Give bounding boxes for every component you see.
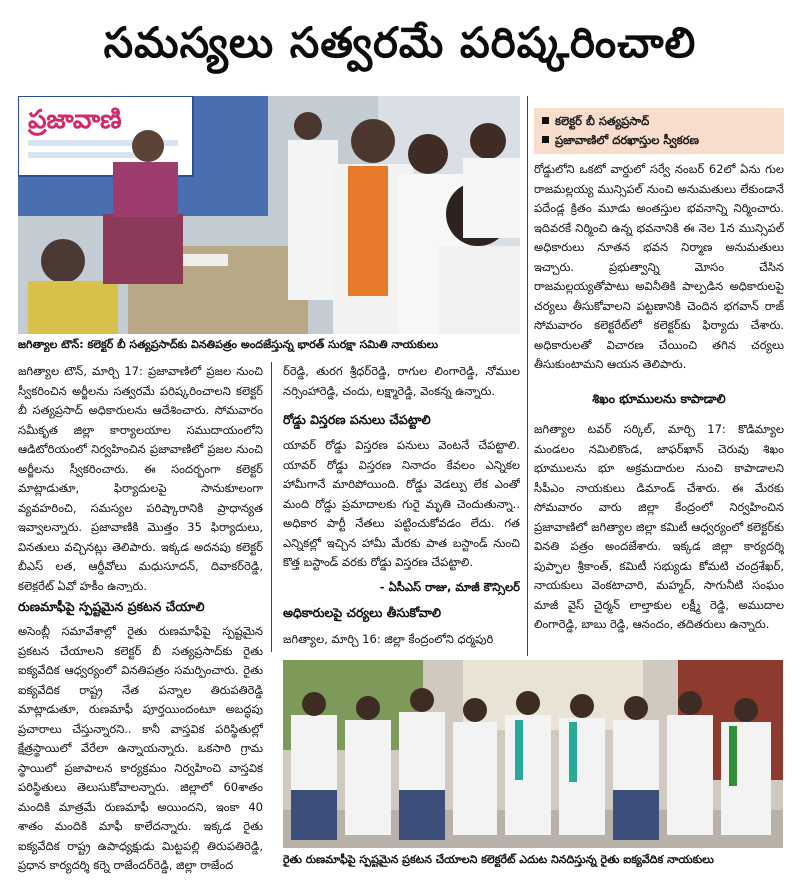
article-body-tank-lands: జగిత్యాల టవర్ సర్కిల్, మార్చి 17: కొడిమ్యాల మండలం నమిలికొండ, జాఫర్‌ఖాన్ చెరువు శిఖం భూములను భూ అక్రమదారుల నుంచి కాపాడాలని సీపీఎం నాయకులు డిమాండ్ చేశారు. ఈ మేరకు సోమవారం వారు జిల్లా కేంద్రంలో నిర్వహించిన ప్రజావాణిలో జగిత్యాల జిల్లా కమిటీ ఆధ్వర్యంలో కలెక్టర్‌కు వినతి పత్రం అందజేశారు. ఇక్కడ జిల్లా కార్యదర్శి పుప్పాల శ్రీకాంత్, కమిటీ సభ్యుడు కోమటి చంద్రశేఖర్, నాయకులు వెంకటాచారి, మహ్మద్, సాగునీటి సంఘం మాజీ వైస్ చైర్మన్ లాల్తాకుల లక్ష్మీ రెడ్డి, అముదాల లింగారెడ్డి, బాబు రెడ్డి, ఆనందం, తదితరులు ఉన్నారు. bbox=[534, 422, 784, 631]
highlight-item: ప్రజావాణిలో దరఖాస్తుల స్వీకరణ bbox=[542, 131, 776, 150]
article-body-action-on-officials: జగిత్యాల, మార్చి 16: జిల్లా కేంద్రంలోని ధర్మపురి bbox=[283, 632, 494, 646]
collector-photo-illustration bbox=[18, 96, 520, 334]
highlight-item: కలెక్టర్ బీ సత్యప్రసాద్ bbox=[542, 112, 776, 131]
bottom-photo-caption: రైతు రుణమాఫీపై స్పష్టమైన ప్రకటన చేయాలని కలెక్టరేట్ ఎదుట నినదిస్తున్న రైతు ఐక్యవేదిక నాయకులు bbox=[283, 853, 714, 866]
subhead-road-widening: రోడ్డు విస్తరణ పనులు చేపట్టాలి bbox=[283, 412, 431, 427]
farmers-protest-photo bbox=[283, 660, 783, 848]
collector-photo bbox=[18, 96, 520, 334]
headline: సమస్యలు సత్వరమే పరిష్కరించాలి bbox=[103, 18, 697, 67]
subhead-tank-lands: శిఖం భూములను కాపాడాలి bbox=[592, 391, 726, 406]
top-photo-caption: జగిత్యాల టౌన్: కలెక్టర్ బీ సత్యప్రసాద్‌కు వినతిపత్రం అందజేస్తున్న భారత్ సురక్షా సమితి నాయకులు bbox=[18, 338, 439, 351]
subhead-loan-waiver: రుణమాఫీపై స్పష్టమైన ప్రకటన చేయాలి bbox=[18, 599, 205, 614]
subhead-action-on-officials: అధికారులపై చర్యలు తీసుకోవాలి bbox=[283, 605, 441, 620]
article-body-prajavani: జగిత్యాల టౌన్, మార్చి 17: ప్రజావాణిలో ప్రజల నుంచి స్వీకరించిన అర్జీలను సత్వరమే పరిష్కరించాలని కలెక్టర్ బీ సత్యప్రసాద్ అధికారులను ఆదేశించారు. సోమవారం సమీకృత జిల్లా కార్యాలయాల సముదాయంలోని ఆడిటోరియంలో నిర్వహించిన ప్రజావాణిలో ప్రజల నుంచి అర్జీలను స్వీకరించారు. ఈ సందర్భంగా కలెక్టర్ మాట్లాడుతూ, ఫిర్యాదులపై సానుకూలంగా వ్యవహరించి, సమస్యల పరిష్కారానికి ప్రాధాన్యత ఇవ్వాలన్నారు. ప్రజావాణికి మొత్తం 35 ఫిర్యాదులు, వినతులు వచ్చినట్లు తెలిపారు. ఇక్కడ అదనపు కలెక్టర్ బీఎస్ లత, ఆర్డీవోలు మధుసూదన్, దివాకర్‌రెడ్డి, కలెక్టరేట్ ఏవో హకీం ఉన్నారు. bbox=[18, 364, 263, 592]
farmers-protest-photo-illustration bbox=[283, 660, 783, 848]
column-divider bbox=[527, 96, 528, 656]
article-body-action-continued: రోడ్డులోని ఒకటో వార్డులో సర్వే నంబర్ 62లో ఏను గుల రాజమల్లయ్య మున్సిపల్ నుంచి అనుమతులు లేకుండానే పదేండ్ల క్రితం మూడు అంతస్తుల భవనాన్ని నిర్మించారు. ఇదివరకే నిర్మించి ఉన్న భవనానికి ఈ నెల 1న మున్సిపల్ అధికారులు నూతన భవన నిర్మాణ అనుమతులు ఇచ్చారు. ప్రభుత్వాన్ని మోసం చేసిన రాజమల్లయ్యతోపాటు అవినీతికి పాల్పడిన అధికారులపై చర్యలు తీసుకోవాలని పట్టణానికి చెందిన భగవాన్ రాజ్ సోమవారం కలెక్టరేట్‌లో కలెక్టర్‌కు ఫిర్యాదు చేశారు. అధికారులతో విచారణ చేయించి తగిన చర్యలు తీసుకుంటామని ఆయన తెలిపారు. bbox=[534, 162, 784, 371]
article-body-loan-waiver: అసెంబ్లీ సమావేశాల్లో రైతు రుణమాఫీపై స్పష్టమైన ప్రకటన చేయాలని కలెక్టర్ బీ సత్యప్రసాద్‌కు రైతు ఐక్యవేదిక ఆధ్వర్యంలో వినతిపత్రం సమర్పించారు. రైతు ఐక్యవేదిక రాష్ట్ర నేత పన్నాల తిరుపతిరెడ్డి మాట్లాడుతూ, రుణమాఫీ పూర్తయిందంటూ అబద్ధపు ప్రచారాలు చేస్తున్నారని.. కానీ వాస్తవిక పరిస్థితుల్లో క్షేత్రస్థాయిలో వేరేలా ఉన్నాయన్నారు. ఒకసారి గ్రామ స్థాయిలో ప్రజాపాలన కార్యక్రమం నిర్వహించి వాస్తవిక పరిస్థితులు తెలుసుకోవాలన్నారు. జిల్లాలో 60శాతం మందికి మాత్రమే రుణమాఫీ అయిందని, ఇంకా 40 శాతం మందికి మాఫీ కాలేదన్నారు. ఇక్కడ రైతు ఐక్యవేదిక రాష్ట్ర ఉపాధ్యక్షుడు మిట్టపల్లి తిరుపతిరెడ్డి, ప్రధాన కార్యదర్శి కర్నె రాజేందర్‌రెడ్డి, జిల్లా రాజేంద bbox=[18, 624, 263, 872]
article-body-road-widening: యావర్ రోడ్డు విస్తరణ పనులు వెంటనే చేపట్టాలి. యావర్ రోడ్డు విస్తరణ నినాదం కేవలం ఎన్నికల హామీగానే మారిపోయింది. రోడ్డు వెడల్పు లేక ఎంతో మంది రోడ్డు ప్రమాదాలకు గురై మృతి చెందుతున్నా.. అధికార పార్టీ నేతలు పట్టించుకోవడం లేదు. గత ఎన్నికల్లో ఇచ్చిన హామీ మేరకు పాత బస్టాండ్ నుంచి కొత్త బస్టాండ్ వరకు రోడ్డు విస్తరణ చేపట్టాలి. bbox=[283, 438, 520, 569]
banner-text: ప్రజావాణి bbox=[28, 105, 122, 135]
column-divider bbox=[271, 362, 272, 652]
square-bullet-icon bbox=[542, 117, 549, 124]
quote-signature: - ఏసీఎస్ రాజు, మాజీ కౌన్సిలర్ bbox=[379, 580, 520, 594]
highlights-box bbox=[534, 108, 784, 154]
square-bullet-icon bbox=[542, 136, 549, 143]
article-body-loan-waiver-continued: ర్‌రెడ్డి, తురగ శ్రీధర్‌రెడ్డి, రాగుల లింగారెడ్డి, నోముల నర్సింహారెడ్డి, చందు, లక్ష్మారెడ్డి, వెంకన్న ఉన్నారు. bbox=[283, 364, 520, 398]
